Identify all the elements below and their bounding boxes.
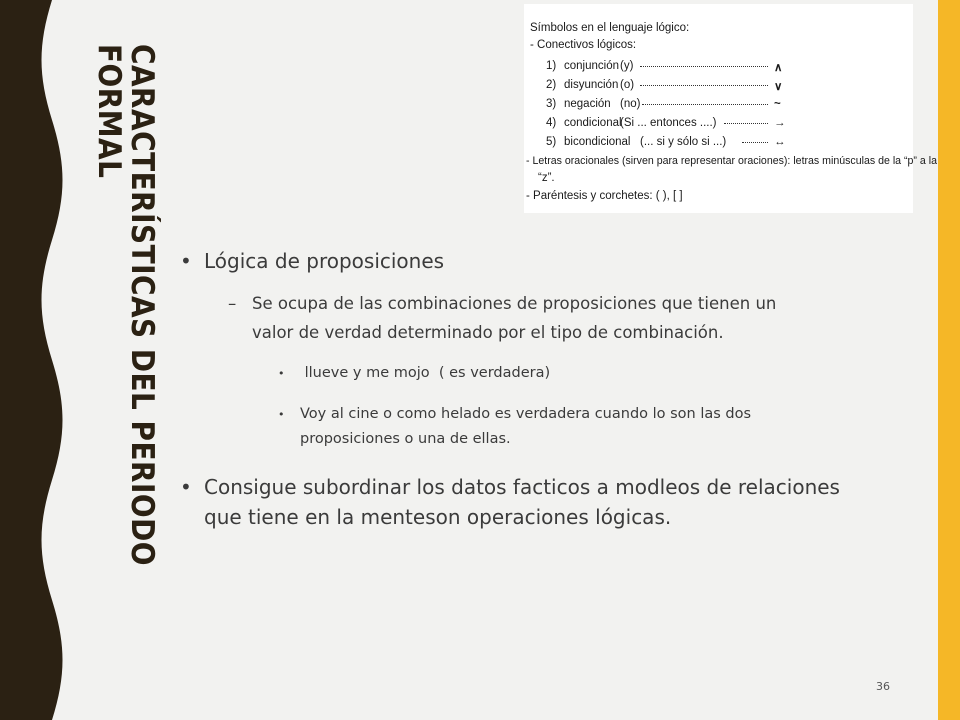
title-line-1: CARACTERÍSTICAS DEL PERIODO [124,44,160,566]
connective-number: 2) [546,79,557,91]
example-line: Voy al cine o como helado es verdadera cuando lo son las dos [300,406,752,422]
connective-number: 5) [546,136,557,148]
connective-name: disyunción [564,79,619,91]
title-area [78,44,158,584]
connective-name: conjunción [564,60,619,72]
connective-row [524,79,913,95]
connective-row [524,117,913,133]
dash-marker: – [228,294,237,313]
dotted-leader [640,85,768,86]
letters-line: - Letras oracionales (sirven para representar oraciones): letras minúsculas de la “p” a la [526,155,937,167]
sub-bullet-line: valor de verdad determinado por el tipo de combinación. [252,323,724,342]
connectives-heading: - Conectivos lógicos: [530,39,637,51]
title-line-2: FORMAL [91,44,127,179]
negation-symbol: ~ [774,98,781,110]
slide-content [178,246,898,532]
bullet-marker: • [180,475,192,499]
connective-number: 4) [546,117,557,129]
accent-right-bar [938,0,960,720]
bullet-marker: • [278,367,285,380]
slide-title [78,44,158,584]
connective-row [524,136,913,152]
connective-name: condicional [564,117,622,129]
disjunction-symbol: ∨ [774,81,783,93]
bullet-text: Lógica de proposiciones [204,249,445,273]
example-item [178,361,898,386]
example-text: llueve y me mojo ( es verdadera) [300,365,551,381]
dotted-leader [724,123,768,124]
bullet-item [178,472,898,532]
logic-symbols-image [524,4,937,213]
connective-row [524,60,913,76]
conjunction-symbol: ∧ [774,62,783,74]
connective-number: 1) [546,60,557,72]
conditional-symbol: → [774,117,786,129]
dotted-leader [640,66,768,67]
sub-bullet-item [178,289,898,347]
dotted-leader [642,104,768,105]
page-number: 36 [876,680,890,693]
connective-abbr: (y) [620,60,634,72]
letters-line-continued: “z”. [538,172,555,184]
connective-name: bicondicional [564,136,631,148]
connective-abbr: (Si ... entonces ....) [620,117,717,129]
symbols-heading: Símbolos en el lenguaje lógico: [530,22,690,34]
parens-line: - Paréntesis y corchetes: ( ), [ ] [526,190,683,202]
connective-abbr: (... si y sólo si ...) [640,136,727,148]
example-item [178,402,898,452]
connective-row [524,98,913,114]
sub-bullet-line: Se ocupa de las combinaciones de proposiciones que tienen un [252,294,777,313]
example-line: proposiciones o una de ellas. [300,431,511,447]
bullet-marker: • [278,408,285,421]
dotted-leader [742,142,768,143]
connective-abbr: (o) [620,79,635,91]
connective-abbr: (no) [620,98,641,110]
bullet-marker: • [180,249,192,273]
bullet-line: que tiene en la menteson operaciones lógicas. [204,505,672,529]
connective-number: 3) [546,98,557,110]
biconditional-symbol: ↔ [774,136,786,148]
bullet-item [178,246,898,276]
connective-name: negación [564,98,611,110]
bullet-line: Consigue subordinar los datos facticos a modleos de relaciones [204,475,840,499]
